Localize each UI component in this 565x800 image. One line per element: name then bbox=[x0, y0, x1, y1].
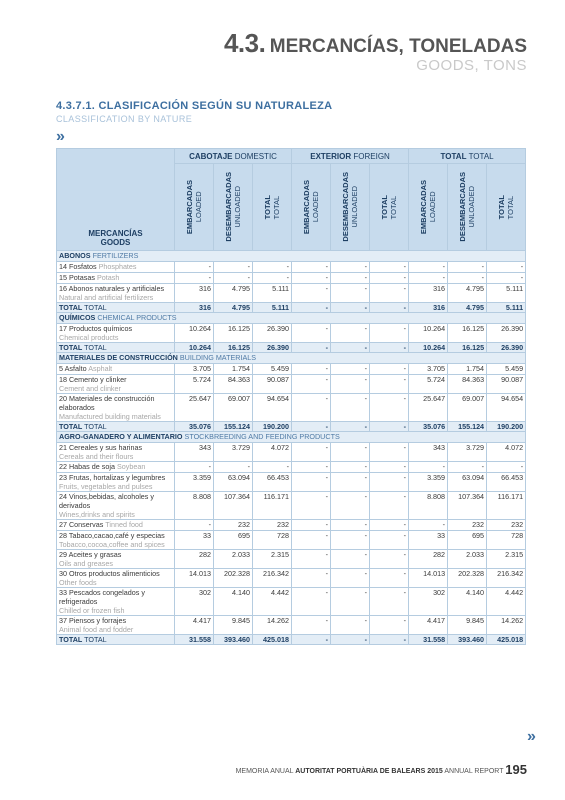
total-cell: - bbox=[370, 303, 409, 313]
table-cell: - bbox=[487, 262, 526, 273]
table-cell: - bbox=[292, 550, 331, 569]
table-cell: - bbox=[331, 550, 370, 569]
table-cell: - bbox=[175, 462, 214, 473]
total-cell: - bbox=[292, 343, 331, 353]
total-cell: 393.460 bbox=[214, 635, 253, 645]
chapter-title-en: GOODS, TONS bbox=[416, 57, 527, 74]
table-row bbox=[57, 492, 526, 520]
table-row bbox=[57, 616, 526, 635]
table-cell: 3.359 bbox=[409, 473, 448, 492]
table-cell: - bbox=[331, 569, 370, 588]
table-cell: - bbox=[292, 273, 331, 284]
table-cell: 14.013 bbox=[409, 569, 448, 588]
table-cell: 63.094 bbox=[214, 473, 253, 492]
total-cell: 190.200 bbox=[487, 422, 526, 432]
table-cell: 232 bbox=[487, 520, 526, 531]
group-header-foreign: EXTERIOR FOREIGN bbox=[292, 149, 409, 164]
table-cell: 2.315 bbox=[487, 550, 526, 569]
total-cell: - bbox=[331, 422, 370, 432]
table-cell: - bbox=[292, 520, 331, 531]
table-cell: 116.171 bbox=[487, 492, 526, 520]
table-cell: - bbox=[175, 262, 214, 273]
goods-name: 14 Fosfatos Phosphates bbox=[57, 262, 175, 273]
table-cell: - bbox=[409, 520, 448, 531]
column-header: TOTAL TOTAL bbox=[253, 164, 292, 251]
total-cell: 190.200 bbox=[253, 422, 292, 432]
table-row bbox=[57, 550, 526, 569]
table-cell: 26.390 bbox=[253, 324, 292, 343]
table-cell: 282 bbox=[175, 550, 214, 569]
goods-name: 18 Cemento y clinker Cement and clinker bbox=[57, 375, 175, 394]
table-cell: 3.729 bbox=[448, 443, 487, 462]
table-cell: 5.111 bbox=[487, 284, 526, 303]
table-cell: 1.754 bbox=[214, 364, 253, 375]
table-cell: - bbox=[370, 375, 409, 394]
total-cell: 155.124 bbox=[214, 422, 253, 432]
table-cell: 63.094 bbox=[448, 473, 487, 492]
total-cell: 316 bbox=[175, 303, 214, 313]
total-row: TOTAL TOTAL 35.076 155.124 190.200 - - - 35.076 155.124 190.200 bbox=[57, 422, 526, 432]
goods-name: 21 Cereales y sus harinas Cereals and their flours bbox=[57, 443, 175, 462]
goods-name: 29 Aceites y grasas Oils and greases bbox=[57, 550, 175, 569]
goods-column-header: MERCANCÍAS GOODS bbox=[57, 149, 175, 251]
table-cell: 14.262 bbox=[253, 616, 292, 635]
total-cell: 35.076 bbox=[175, 422, 214, 432]
table-cell: 4.442 bbox=[253, 588, 292, 616]
goods-name: 27 Conservas Tinned food bbox=[57, 520, 175, 531]
table-cell: - bbox=[292, 616, 331, 635]
table-cell: 9.845 bbox=[214, 616, 253, 635]
table-row bbox=[57, 443, 526, 462]
table-cell: 26.390 bbox=[487, 324, 526, 343]
table-cell: - bbox=[253, 462, 292, 473]
table-cell: 728 bbox=[253, 531, 292, 550]
total-cell: 10.264 bbox=[409, 343, 448, 353]
table-cell: 695 bbox=[448, 531, 487, 550]
table-cell: - bbox=[331, 284, 370, 303]
table-cell: - bbox=[214, 273, 253, 284]
table-cell: 316 bbox=[175, 284, 214, 303]
table-cell: - bbox=[370, 588, 409, 616]
goods-name: 33 Pescados congelados y refrigerados Chilled or frozen fish bbox=[57, 588, 175, 616]
table-cell: 202.328 bbox=[448, 569, 487, 588]
table-cell: - bbox=[292, 262, 331, 273]
table-cell: - bbox=[292, 394, 331, 422]
table-cell: 282 bbox=[409, 550, 448, 569]
table-cell: 94.654 bbox=[253, 394, 292, 422]
table-cell: - bbox=[175, 520, 214, 531]
table-cell: - bbox=[253, 262, 292, 273]
column-header: EMBARCADAS LOADED bbox=[409, 164, 448, 251]
total-cell: - bbox=[370, 422, 409, 432]
table-cell: 2.033 bbox=[448, 550, 487, 569]
table-cell: - bbox=[409, 462, 448, 473]
section-heading bbox=[56, 100, 332, 124]
table-cell: 94.654 bbox=[487, 394, 526, 422]
total-cell: - bbox=[331, 303, 370, 313]
table-cell: 90.087 bbox=[487, 375, 526, 394]
table-cell: 84.363 bbox=[214, 375, 253, 394]
table-row bbox=[57, 569, 526, 588]
table-cell: - bbox=[292, 364, 331, 375]
table-cell: - bbox=[409, 273, 448, 284]
table-cell: - bbox=[370, 531, 409, 550]
table-cell: - bbox=[292, 473, 331, 492]
table-cell: 3.729 bbox=[214, 443, 253, 462]
table-cell: - bbox=[331, 443, 370, 462]
table-cell: - bbox=[292, 375, 331, 394]
table-cell: 5.724 bbox=[409, 375, 448, 394]
total-cell: - bbox=[370, 343, 409, 353]
total-cell: - bbox=[331, 635, 370, 645]
total-cell: 16.125 bbox=[448, 343, 487, 353]
page-header bbox=[224, 28, 527, 74]
table-cell: - bbox=[292, 462, 331, 473]
table-cell: 25.647 bbox=[409, 394, 448, 422]
chevron-right-icon: » bbox=[56, 128, 61, 145]
table-cell: 116.171 bbox=[253, 492, 292, 520]
total-cell: 26.390 bbox=[487, 343, 526, 353]
table-cell: 232 bbox=[214, 520, 253, 531]
table-cell: 5.111 bbox=[253, 284, 292, 303]
table-cell: - bbox=[331, 492, 370, 520]
total-cell: 316 bbox=[409, 303, 448, 313]
table-cell: - bbox=[448, 273, 487, 284]
table-cell: 1.754 bbox=[448, 364, 487, 375]
table-cell: 90.087 bbox=[253, 375, 292, 394]
table-cell: 14.013 bbox=[175, 569, 214, 588]
goods-name: 22 Habas de soja Soybean bbox=[57, 462, 175, 473]
group-header-domestic: CABOTAJE DOMESTIC bbox=[175, 149, 292, 164]
table-cell: - bbox=[409, 262, 448, 273]
table-cell: 4.140 bbox=[448, 588, 487, 616]
table-cell: - bbox=[292, 492, 331, 520]
table-cell: 232 bbox=[253, 520, 292, 531]
table-cell: 5.724 bbox=[175, 375, 214, 394]
table-row bbox=[57, 324, 526, 343]
group-header-total: TOTAL TOTAL bbox=[409, 149, 526, 164]
section-title-en: CLASSIFICATION BY NATURE bbox=[56, 114, 193, 124]
table-cell: - bbox=[292, 324, 331, 343]
table-cell: - bbox=[331, 531, 370, 550]
table-cell: - bbox=[292, 569, 331, 588]
total-cell: 425.018 bbox=[253, 635, 292, 645]
column-header: DESEMBARCADAS UNLOADED bbox=[214, 164, 253, 251]
table-cell: - bbox=[370, 364, 409, 375]
table-cell: 14.262 bbox=[487, 616, 526, 635]
goods-name: 24 Vinos,bebidas, alcoholes y derivados Wines,drinks and spirits bbox=[57, 492, 175, 520]
table-cell: - bbox=[331, 394, 370, 422]
table-cell: - bbox=[331, 324, 370, 343]
table-cell: - bbox=[370, 492, 409, 520]
section-row: QUÍMICOS CHEMICAL PRODUCTS bbox=[57, 313, 526, 324]
section-title: 4.3.7.1. CLASIFICACIÓN SEGÚN SU NATURALEZA bbox=[56, 100, 333, 112]
page-number: 195 bbox=[505, 762, 527, 777]
table-cell: 107.364 bbox=[448, 492, 487, 520]
table-cell: - bbox=[370, 324, 409, 343]
total-cell: - bbox=[292, 422, 331, 432]
goods-name: 20 Materiales de construcción elaborados Manufactured building materials bbox=[57, 394, 175, 422]
table-cell: 343 bbox=[175, 443, 214, 462]
table-cell: - bbox=[448, 262, 487, 273]
table-cell: 202.328 bbox=[214, 569, 253, 588]
table-cell: 4.417 bbox=[409, 616, 448, 635]
goods-name: 28 Tabaco,cacao,café y especias Tobacco,cocoa,coffee and spices bbox=[57, 531, 175, 550]
table-cell: 3.359 bbox=[175, 473, 214, 492]
table-cell: 216.342 bbox=[253, 569, 292, 588]
table-cell: - bbox=[370, 443, 409, 462]
total-cell: 5.111 bbox=[253, 303, 292, 313]
table-cell: 4.417 bbox=[175, 616, 214, 635]
table-row bbox=[57, 394, 526, 422]
total-row: TOTAL TOTAL 316 4.795 5.111 - - - 316 4.795 5.111 bbox=[57, 303, 526, 313]
table-cell: - bbox=[370, 462, 409, 473]
table-cell: 343 bbox=[409, 443, 448, 462]
table-cell: 4.442 bbox=[487, 588, 526, 616]
total-cell: 393.460 bbox=[448, 635, 487, 645]
total-cell: - bbox=[331, 343, 370, 353]
goods-name: 37 Piensos y forrajes Animal food and fodder bbox=[57, 616, 175, 635]
table-cell: 8.808 bbox=[409, 492, 448, 520]
chapter-number: 4.3. bbox=[223, 28, 266, 58]
total-cell: 16.125 bbox=[214, 343, 253, 353]
goods-table bbox=[56, 148, 526, 645]
table-row bbox=[57, 473, 526, 492]
goods-name: 15 Potasas Potash bbox=[57, 273, 175, 284]
table-cell: - bbox=[331, 375, 370, 394]
table-cell: - bbox=[448, 462, 487, 473]
table-cell: - bbox=[331, 273, 370, 284]
goods-name: 30 Otros productos alimenticios Other foods bbox=[57, 569, 175, 588]
table-cell: 232 bbox=[448, 520, 487, 531]
column-header: DESEMBARCADAS UNLOADED bbox=[448, 164, 487, 251]
table-cell: 2.315 bbox=[253, 550, 292, 569]
table-row bbox=[57, 462, 526, 473]
total-cell: 35.076 bbox=[409, 422, 448, 432]
page-footer: MEMORIA ANUAL AUTORITAT PORTUÀRIA DE BALEARS 2015 ANNUAL REPORT 195 bbox=[235, 762, 527, 777]
total-cell: 31.558 bbox=[175, 635, 214, 645]
total-cell: 26.390 bbox=[253, 343, 292, 353]
total-cell: 4.795 bbox=[214, 303, 253, 313]
goods-name: 23 Frutas, hortalizas y legumbres Fruits, vegetables and pulses bbox=[57, 473, 175, 492]
table-cell: 9.845 bbox=[448, 616, 487, 635]
table-cell: - bbox=[370, 616, 409, 635]
table-cell: - bbox=[370, 473, 409, 492]
table-cell: 302 bbox=[175, 588, 214, 616]
table-row bbox=[57, 520, 526, 531]
total-cell: - bbox=[292, 635, 331, 645]
table-cell: 66.453 bbox=[487, 473, 526, 492]
table-cell: 8.808 bbox=[175, 492, 214, 520]
total-cell: 31.558 bbox=[409, 635, 448, 645]
table-cell: - bbox=[370, 284, 409, 303]
table-cell: - bbox=[214, 462, 253, 473]
table-cell: - bbox=[370, 520, 409, 531]
table-cell: - bbox=[292, 284, 331, 303]
goods-name: 17 Productos químicos Chemical products bbox=[57, 324, 175, 343]
section-row: AGRO-GANADERO Y ALIMENTARIO STOCKBREEDING AND FEEDING PRODUCTS bbox=[57, 432, 526, 443]
table-cell: 4.072 bbox=[253, 443, 292, 462]
table-cell: 69.007 bbox=[448, 394, 487, 422]
column-header: EMBARCADAS LOADED bbox=[292, 164, 331, 251]
section-row: ABONOS FERTILIZERS bbox=[57, 251, 526, 262]
table-cell: - bbox=[370, 394, 409, 422]
total-cell: - bbox=[370, 635, 409, 645]
table-cell: - bbox=[331, 262, 370, 273]
column-header: TOTAL TOTAL bbox=[370, 164, 409, 251]
section-row: MATERIALES DE CONSTRUCCIÓN BUILDING MATERIALS bbox=[57, 353, 526, 364]
table-cell: 25.647 bbox=[175, 394, 214, 422]
table-row bbox=[57, 364, 526, 375]
goods-name: 16 Abonos naturales y artificiales Natural and artificial fertilizers bbox=[57, 284, 175, 303]
table-cell: 695 bbox=[214, 531, 253, 550]
table-cell: - bbox=[331, 364, 370, 375]
table-cell: 16.125 bbox=[448, 324, 487, 343]
table-cell: 10.264 bbox=[175, 324, 214, 343]
table-row bbox=[57, 273, 526, 284]
table-cell: - bbox=[370, 550, 409, 569]
table-cell: - bbox=[370, 262, 409, 273]
table-cell: 4.140 bbox=[214, 588, 253, 616]
total-cell: 10.264 bbox=[175, 343, 214, 353]
table-cell: 66.453 bbox=[253, 473, 292, 492]
table-cell: 33 bbox=[409, 531, 448, 550]
total-cell: 5.111 bbox=[487, 303, 526, 313]
table-row bbox=[57, 375, 526, 394]
table-cell: - bbox=[331, 473, 370, 492]
table-cell: - bbox=[331, 520, 370, 531]
table-cell: - bbox=[331, 588, 370, 616]
table-cell: - bbox=[214, 262, 253, 273]
table-row bbox=[57, 588, 526, 616]
table-cell: 10.264 bbox=[409, 324, 448, 343]
total-row: TOTAL TOTAL 31.558 393.460 425.018 - - - 31.558 393.460 425.018 bbox=[57, 635, 526, 645]
goods-name: 5 Asfalto Asphalt bbox=[57, 364, 175, 375]
table-cell: 2.033 bbox=[214, 550, 253, 569]
table-cell: 84.363 bbox=[448, 375, 487, 394]
table-cell: 4.795 bbox=[214, 284, 253, 303]
total-row: TOTAL TOTAL 10.264 16.125 26.390 - - - 10.264 16.125 26.390 bbox=[57, 343, 526, 353]
table-cell: - bbox=[253, 273, 292, 284]
table-row bbox=[57, 531, 526, 550]
table-cell: - bbox=[487, 273, 526, 284]
chevron-right-icon: » bbox=[527, 728, 532, 745]
table-cell: - bbox=[487, 462, 526, 473]
total-cell: 4.795 bbox=[448, 303, 487, 313]
table-cell: 302 bbox=[409, 588, 448, 616]
table-cell: 5.459 bbox=[487, 364, 526, 375]
table-cell: - bbox=[292, 443, 331, 462]
table-cell: - bbox=[175, 273, 214, 284]
total-cell: 155.124 bbox=[448, 422, 487, 432]
table-cell: - bbox=[292, 531, 331, 550]
table-cell: 5.459 bbox=[253, 364, 292, 375]
table-cell: 33 bbox=[175, 531, 214, 550]
table-cell: 216.342 bbox=[487, 569, 526, 588]
table-cell: 3.705 bbox=[175, 364, 214, 375]
total-cell: - bbox=[292, 303, 331, 313]
table-cell: 4.072 bbox=[487, 443, 526, 462]
chapter-title: MERCANCÍAS, TONELADAS bbox=[269, 36, 527, 57]
table-row bbox=[57, 284, 526, 303]
table-cell: 69.007 bbox=[214, 394, 253, 422]
table-cell: 316 bbox=[409, 284, 448, 303]
table-cell: - bbox=[331, 462, 370, 473]
column-header: TOTAL TOTAL bbox=[487, 164, 526, 251]
table-cell: - bbox=[370, 273, 409, 284]
table-cell: 107.364 bbox=[214, 492, 253, 520]
column-header: EMBARCADAS LOADED bbox=[175, 164, 214, 251]
table-cell: - bbox=[292, 588, 331, 616]
table-cell: 4.795 bbox=[448, 284, 487, 303]
table-cell: 728 bbox=[487, 531, 526, 550]
table-cell: 3.705 bbox=[409, 364, 448, 375]
table-cell: - bbox=[331, 616, 370, 635]
total-cell: 425.018 bbox=[487, 635, 526, 645]
table-cell: - bbox=[370, 569, 409, 588]
table-row bbox=[57, 262, 526, 273]
table-cell: 16.125 bbox=[214, 324, 253, 343]
column-header: DESEMBARCADAS UNLOADED bbox=[331, 164, 370, 251]
